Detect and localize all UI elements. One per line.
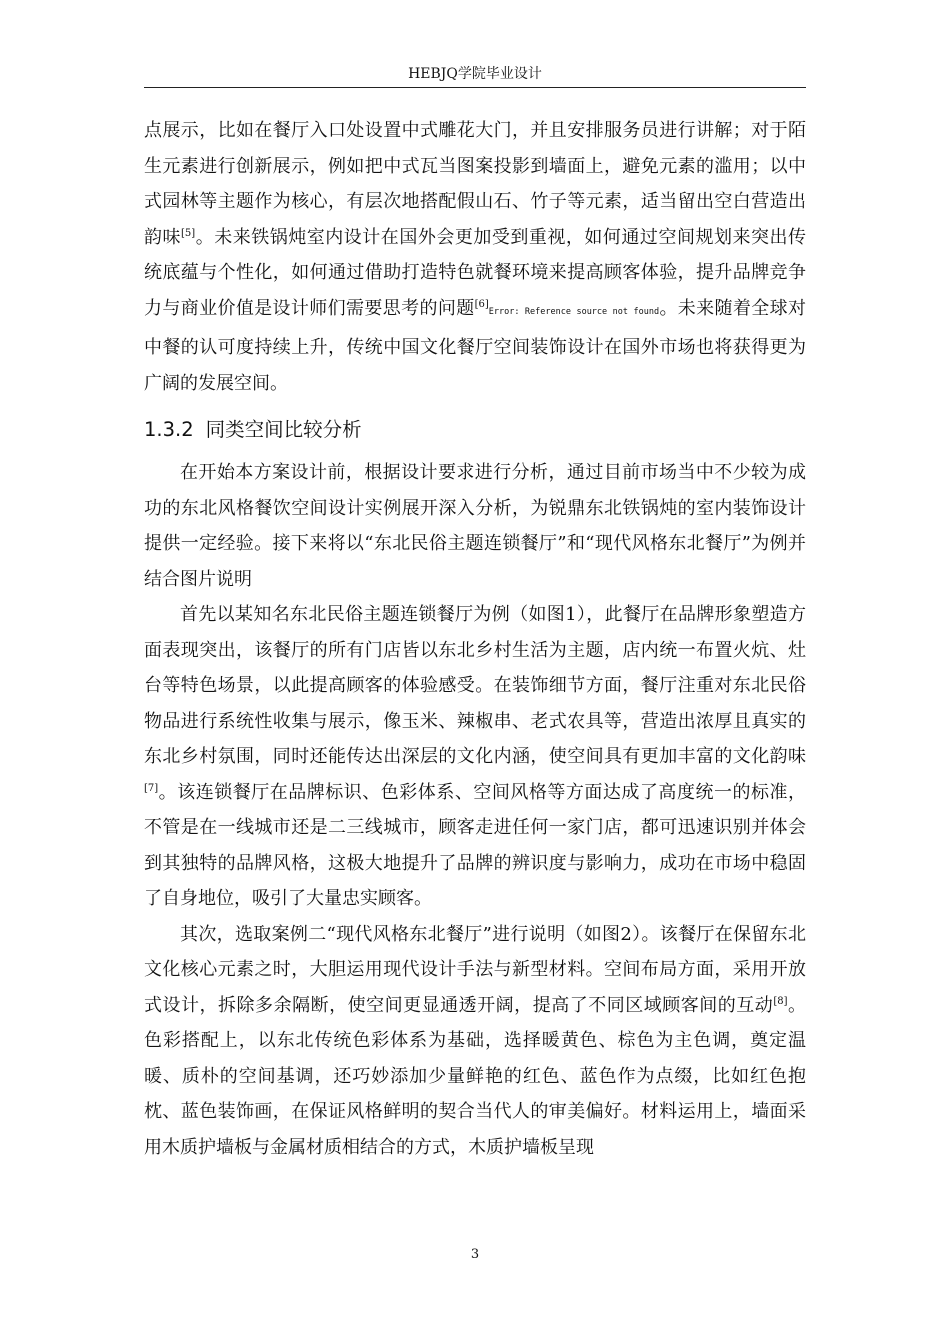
citation-5[interactable]: [5] — [181, 227, 196, 239]
paragraph-text: 。该连锁餐厅在品牌标识、色彩体系、空间风格等方面达成了高度统一的标准，不管是在一线城市还是二三线城市，顾客走进任何一家门店，都可迅速识别并体会到其独特的品牌风格，这极大地提升了品牌的辨识度与影响力，成功在市场中稳固了自身地位，吸引了大量忠实顾客。 — [144, 781, 806, 909]
citation-6[interactable]: [6] — [474, 298, 489, 310]
body-content — [144, 113, 806, 1165]
paragraph-case-two — [144, 917, 806, 1166]
page-header: HEBJQ学院毕业设计 — [408, 66, 542, 82]
citation-7[interactable]: [7] — [144, 782, 159, 794]
section-heading — [144, 415, 806, 445]
reference-error-note: Error: Reference source not found — [488, 306, 660, 317]
paragraph-text: 。未来随着全球对中餐的认可度持续上升，传统中国文化餐厅空间装饰设计在国外市场也将获得更为广阔的发展空间。 — [144, 297, 806, 394]
section-number: 1.3.2 — [144, 418, 194, 441]
page-number: 3 — [470, 1247, 480, 1262]
paragraph-continuation — [144, 113, 806, 401]
paragraph-text: 。未来铁锅炖室内设计在国外会更加受到重视，如何通过空间规划来突出传统底蕴与个性化，如何通过借助打造特色就餐环境来提高顾客体验，提升品牌竞争力与商业价值是设计师们需要思考的问题 — [144, 226, 807, 319]
paragraph-case-one — [144, 597, 806, 917]
paragraph-intro: 在开始本方案设计前，根据设计要求进行分析，通过目前市场当中不少较为成功的东北风格餐饮空间设计实例展开深入分析，为锐鼎东北铁锅炖的室内装饰设计提供一定经验。接下来将以“东北民俗主题连锁餐厅”和“现代风格东北餐厅”为例并结合图片说明 — [144, 462, 806, 590]
paragraph-text: 点展示，比如在餐厅入口处设置中式雕花大门，并且安排服务员进行讲解；对于陌生元素进行创新展示，例如把中式瓦当图案投影到墙面上，避免元素的滥用；以中式园林等主题作为核心，有层次地搭配假山石、竹子等元素，适当留出空白营造出韵味 — [144, 120, 806, 248]
paragraph-text: 其次，选取案例二“现代风格东北餐厅”进行说明（如图2）。该餐厅在保留东北文化核心元素之时，大胆运用现代设计手法与新型材料。空间布局方面，采用开放式设计，拆除多余隔断，使空间更显通透开阔，提高了不同区域顾客间的互动 — [144, 923, 806, 1016]
citation-8[interactable]: [8] — [773, 995, 788, 1007]
header-rule — [144, 87, 806, 88]
section-title: 同类空间比较分析 — [205, 418, 362, 441]
paragraph-text: 首先以某知名东北民俗主题连锁餐厅为例（如图1），此餐厅在品牌形象塑造方面表现突出，该餐厅的所有门店皆以东北乡村生活为主题，店内统一布置火炕、灶台等特色场景，以此提高顾客的体验感受。在装饰细节方面，餐厅注重对东北民俗物品进行系统性收集与展示，像玉米、辣椒串、老式农具等，营造出浓厚且真实的东北乡村氛围，同时还能传达出深层的文化内涵，使空间具有更加丰富的文化韵味 — [144, 604, 806, 767]
paragraph-text: 。色彩搭配上，以东北传统色彩体系为基础，选择暖黄色、棕色为主色调，奠定温暖、质朴的空间基调，还巧妙添加少量鲜艳的红色、蓝色作为点缀，比如红色抱枕、蓝色装饰画，在保证风格鲜明的契合当代人的审美偏好。材料运用上，墙面采用木质护墙板与金属材质相结合的方式，木质护墙板呈现 — [144, 994, 807, 1158]
